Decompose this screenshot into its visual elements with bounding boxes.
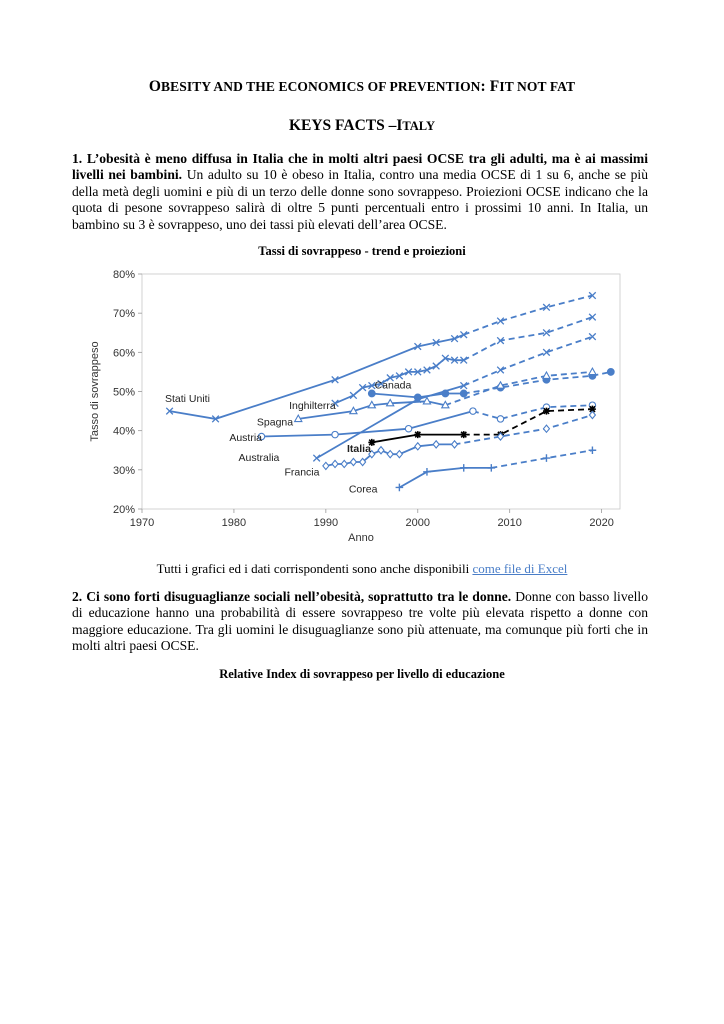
plus-marker <box>589 446 597 454</box>
document-subtitle <box>0 117 724 135</box>
series-label: Italia <box>346 443 371 456</box>
series-corea <box>396 446 597 491</box>
series-label: Canada <box>374 379 412 392</box>
diamond-marker <box>589 411 595 418</box>
diamond-marker <box>452 441 458 448</box>
diamond-marker <box>415 443 421 450</box>
plus-marker <box>423 468 431 476</box>
x-marker <box>313 455 320 462</box>
section-2-paragraph <box>72 589 648 655</box>
y-tick-label: 20% <box>112 504 135 516</box>
chart-note-text: Tutti i grafici ed i dati corrispondenti sono anche disponibili <box>156 561 470 576</box>
triangle-marker <box>543 372 550 378</box>
section-heading: L’obesità è meno diffusa in Italia che in molti altri paesi OCSE tra gli adulti, ma è ai massimi livelli nei bambini. <box>72 151 648 183</box>
plus-marker <box>460 464 468 472</box>
plus-marker <box>488 464 496 472</box>
diamond-marker <box>350 458 356 465</box>
series-label: Spagna <box>256 416 294 429</box>
trend-line <box>399 468 491 488</box>
asterisk-marker <box>460 431 467 438</box>
triangle-marker <box>589 368 596 374</box>
title-part: O <box>148 78 162 95</box>
x-tick-label: 2010 <box>497 517 522 529</box>
y-tick-label: 70% <box>112 308 135 321</box>
document-title <box>0 78 724 96</box>
plus-marker <box>543 454 551 462</box>
filled-circle-marker <box>460 390 467 397</box>
projection-line <box>464 296 593 335</box>
projection-line <box>491 450 592 468</box>
y-tick-label: 40% <box>112 425 135 438</box>
title-part: IT NOT FAT <box>499 79 576 94</box>
title-part: BESITY AND THE ECONOMICS OF PREVENTION <box>161 79 481 94</box>
overweight-trend-chart <box>80 262 640 552</box>
diamond-marker <box>332 460 338 467</box>
series-label: Stati Uniti <box>164 393 210 406</box>
excel-file-link[interactable]: come file di Excel <box>472 561 568 576</box>
x-tick-label: 2000 <box>405 517 431 529</box>
series-italia <box>368 406 596 446</box>
projection-line <box>473 405 593 419</box>
diamond-marker <box>378 447 384 454</box>
section-body: Un adulto su 10 è obeso in Italia, contro una media OCSE di 1 su 6, anche se più della metà degli uomini e più di un terzo delle donne sono sovrappeso. Proiezioni OCSE indicano che la quota di pesone sovrappeso salirà di oltre 5 punti percentuali entro i prossimi 10 anni. In Italia, un bambino su 3 è sovrappeso, uno dei tassi più elevati dell’area OCSE. <box>72 167 649 232</box>
series-label: Francia <box>284 466 320 479</box>
projection-line <box>455 415 593 444</box>
section-1-paragraph <box>72 151 648 233</box>
section-number: 2. <box>72 589 83 604</box>
diamond-marker <box>543 425 549 432</box>
plus-marker <box>396 484 404 492</box>
open-circle-marker <box>405 426 411 432</box>
chart-title: Tassi di sovrappeso - trend e proiezioni <box>258 244 466 258</box>
asterisk-marker <box>543 408 550 415</box>
y-tick-label: 80% <box>112 269 135 281</box>
open-circle-marker <box>332 431 338 437</box>
section-number: 1. <box>72 151 83 166</box>
section-body: Donne con basso livello di educazione hanno una probabilità di essere sovrappeso tre volte più elevata rispetto a donne con maggiore educazione. Tra gli uomini le disuguaglianze sono più attenuate, ma comunque più forti che in molti altri paesi OCSE. <box>72 589 649 654</box>
section-heading: Ci sono forti disuguaglianze sociali nell’obesità, soprattutto tra le donne. <box>86 589 512 604</box>
series-label: Australia <box>238 451 280 464</box>
trend-line <box>317 386 464 459</box>
trend-line <box>262 411 473 436</box>
y-tick-label: 60% <box>112 347 135 360</box>
chart-note <box>0 561 724 577</box>
projection-line <box>464 317 593 360</box>
diamond-marker <box>387 451 393 458</box>
diamond-marker <box>396 451 402 458</box>
x-tick-label: 1970 <box>129 517 155 529</box>
projection-line <box>464 409 593 435</box>
series-label: Austria <box>229 432 263 445</box>
open-circle-marker <box>497 416 503 422</box>
x-tick-label: 1990 <box>313 517 339 529</box>
y-tick-label: 50% <box>112 386 135 399</box>
y-tick-label: 30% <box>112 464 135 477</box>
subtitle-part: TALY <box>402 119 436 133</box>
filled-circle-marker <box>607 369 614 376</box>
section-2-chart-title: Relative Index di sovrappeso per livello di educazione <box>219 667 505 681</box>
diamond-marker <box>341 460 347 467</box>
x-tick-label: 2020 <box>589 517 614 529</box>
asterisk-marker <box>414 431 421 438</box>
x-marker <box>433 363 440 370</box>
y-axis-label: Tasso di sovrappeso <box>89 341 101 442</box>
x-tick-label: 1980 <box>221 517 247 529</box>
subtitle-part: KEYS FACTS –I <box>288 117 403 134</box>
series-label: Inghilterra <box>289 400 336 413</box>
series-label: Corea <box>348 483 378 496</box>
x-axis-label: Anno <box>348 532 374 544</box>
diamond-marker <box>323 462 329 469</box>
title-part: : F <box>480 78 500 95</box>
open-circle-marker <box>470 408 476 414</box>
series-francia <box>323 411 596 469</box>
diamond-marker <box>433 441 439 448</box>
